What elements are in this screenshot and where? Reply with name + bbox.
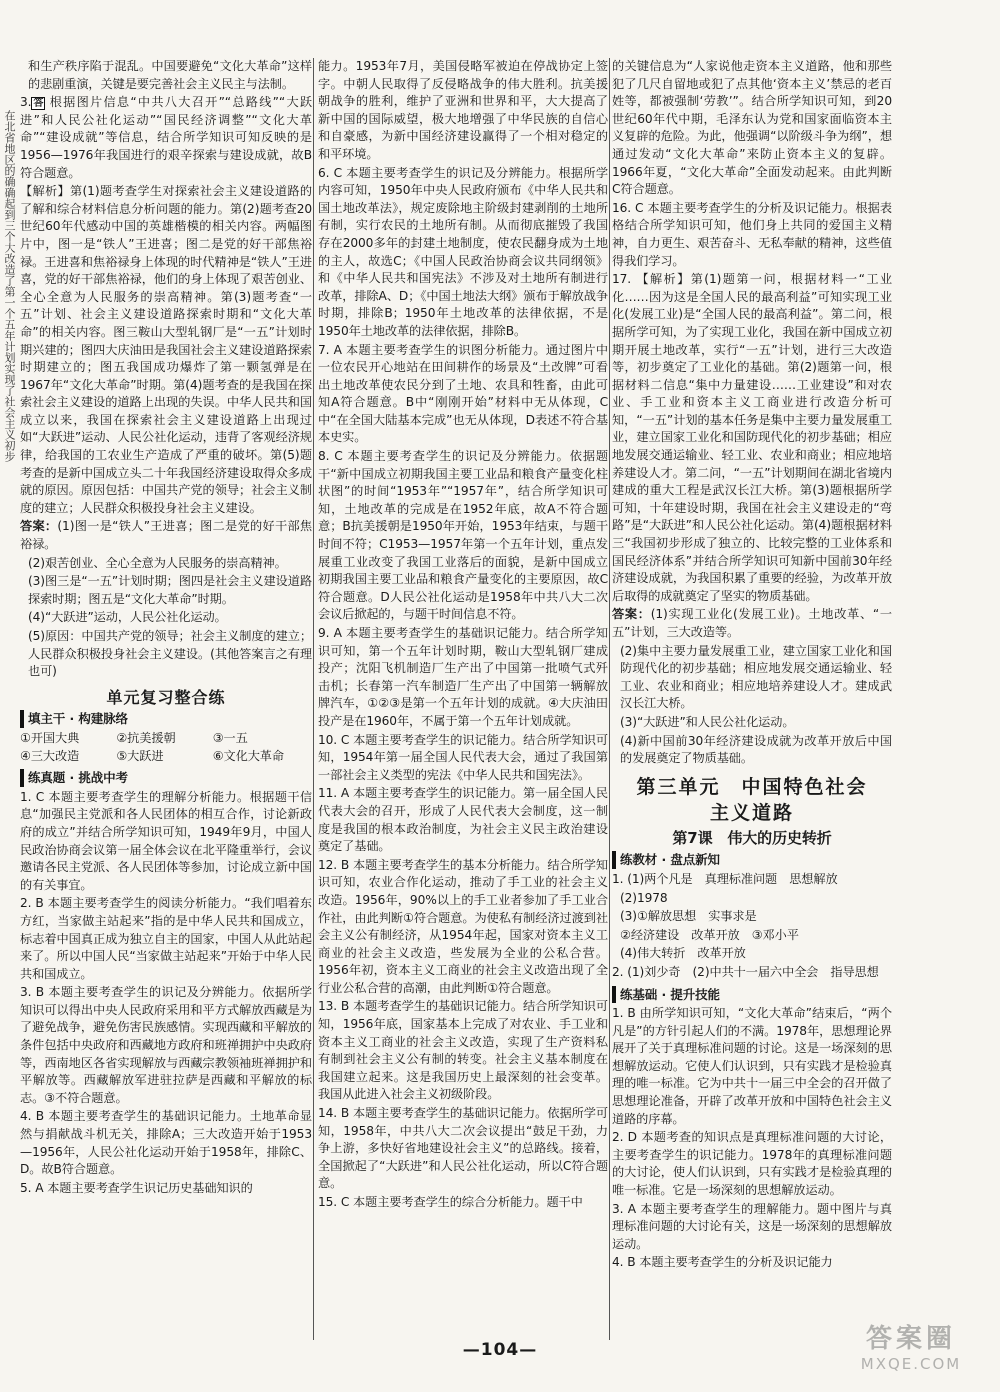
binding-edge-text: 在北省地区的确确起到三个大改造了第一个五年计划实现了社会主义初步 — [3, 110, 16, 462]
answer-item: 13. B 本题考查学生的基础识记能力。结合所学知识可知，1956年底，国家基本上完成了对农业、手工业和资本主义工商业的社会主义改造，实现了生产资料私有制到社会主义公有制的转变。社会主义基本制度在我国建立起来。这是我国历史上最深刻的社会变革。我国从此进入社会主义初级阶段。 — [318, 999, 608, 1102]
fill-item: ②抗美援朝 — [116, 730, 176, 745]
knowledge-item: ②经济建设 改革开放 ③邓小平 — [620, 927, 799, 942]
section-heading: 填主干 · 构建脉络 — [20, 710, 312, 728]
column-divider — [313, 58, 314, 1340]
watermark-url: MXQE.COM — [860, 1355, 962, 1373]
answer-text: 根据图片信息“中共八大召开”“总路线”“大跃进”和人民公社化运动”“国民经济调整”“文化大革命”“建设成就”等信息，结合所学知识可知反映的是1956—1976年我国进行的艰辛探索与建设成就，故B符合题意。 — [20, 95, 312, 180]
knowledge-item: (4)伟大转折 改革开放 — [620, 946, 746, 961]
answer-item: 12. B 本题主要考查学生的基本分析能力。结合所学知识可知，农业合作化运动，推动了手工业的社会主义改造。1956年，90%以上的手工业者参加了手工业合作社，由此判断①符合题意。为使私有制经济过渡到社会主义公有制经济，从1954年起，国家对资本主义工商业的社会主义改造，些发展为全业的公私合营。1956年初，资本主义工商业的社会主义改造出现了全行业公私合营的高潮，由此判断①符合题意。 — [318, 857, 608, 995]
answer-block — [612, 606, 892, 641]
fill-in-grid — [20, 730, 312, 765]
answer-item: 8. C 本题主要考查学生的识记及分辨能力。依据题干“新中国成立初期我国主要工业品和粮食产量变化柱状图”的时间“1953年”“1957年”，结合所学知识可知，土地改革的完成是在1952年底，故A不符合题意；B抗美援朝是1950年开始，1953年结束，与题干时间不符；C1953—1957年第一个五年计划，重点发展重工业改变了我国工业落后的面貌，是新中国成立初期我国主要工业品和粮食产量变化的主要原因，故C符合题意。D人民公社化运动是1958年中共八大二次会议后掀起的，与题干时间信息不符。 — [318, 449, 608, 622]
answer-text: (2)集中主要力量发展重工业，建立国家工业化和国防现代化的初步基础；相应地发展交通运输业、轻工业、农业和商业；相应地培养建设人才。建成武汉长江大桥。 — [620, 643, 892, 711]
answer-item — [20, 94, 312, 182]
answer-item: 2. D 本题考查的知识点是真理标准问题的大讨论，主要考查学生的识记能力。1978年的真理标准问题的大讨论，使人们认识到，只有实践才是检验真理的唯一标准。它是一场深刻的思想解放运动。 — [612, 1130, 892, 1198]
answer-item: 1. B 由所学知识可知，“文化大革命”结束后，“两个凡是”的方针引起人们的不满。1978年，思想理论界展开了关于真理标准问题的讨论。这是一场深刻的思想解放运动。它使人们认识到，只有实践才是检验真理的唯一标准。它为中共十一届三中全会的召开做了思想理论准备，开辟了改革开放和中国特色社会主义道路的序幕。 — [612, 1006, 892, 1126]
fill-item: ①开国大典 — [20, 730, 80, 745]
answer-item: 3. A 本题主要考查学生的理解能力。题中图片与真理标准问题的大讨论有关，这是一场深刻的思想解放运动。 — [612, 1201, 892, 1251]
answer-item: 15. C 本题主要考查学生的综合分析能力。题干中 — [318, 1195, 583, 1209]
paragraph: 能力。1953年7月，美国侵略军被迫在停战协定上签字。中朝人民取得了反侵略战争的伟大胜利。抗美援朝战争的胜利，维护了亚洲和世界和平，大大提高了新中国的国际威望，极大地增强了中华民族的自信心和自豪感，为新中国经济建设赢得了一个相对稳定的和平环境。 — [318, 59, 608, 161]
answer-item: 7. A 本题主要考查学生的识图分析能力。通过图片中一位农民开心地站在田间耕作的场景及“土改牌”可看出土地改革使农民分到了土地、农具和牲畜，由此可知A符合题意。B中“刚刚开始”材料中无从体现，C中“在全国大陆基本完成”也无从体现，D表述不符合基本史实。 — [318, 342, 608, 445]
knowledge-item: 1. (1)两个凡是 真理标准问题 思想解放 — [612, 871, 838, 886]
answer-item: 1. C 本题主要考查学生的理解分析能力。根据题干信息“加强民主党派和各人民团体的相互合作，讨论新政府的成立”并结合所学知识可知，1949年9月，中国人民政治协商会议第一届全体会议在北平隆重举行，会议邀请各民主党派、各人民团体等参加，讨论成立新中国的有关事宜。 — [20, 789, 312, 892]
unit-title — [612, 774, 892, 826]
lesson-title: 第7课 伟大的历史转折 — [672, 828, 832, 847]
knowledge-item: (3)①解放思想 实事求是 — [620, 909, 757, 924]
paragraph: 和生产秩序陷于混乱。中国要避免“文化大革命”这样的悲剧重演，关键是要完善社会主义民主与法制。 — [28, 59, 312, 91]
answer-item: 9. A 本题主要考查学生的基础识记能力。结合所学知识可知，第一个五年计划时期，鞍山大型轧钢厂建成投产；沈阳飞机制造厂生产出了中国第一批喷气式歼击机；长春第一汽车制造厂生产出了中国第一辆解放牌汽车，①②③是第一个五年计划的成就。④大庆油田投产是在1960年，不属于第一个五年计划成就。 — [318, 626, 608, 728]
unit-review-title: 单元复习整合练 — [106, 687, 226, 707]
column-left — [20, 58, 312, 1338]
answer-item: 4. B 本题主要考查学生的分析及识记能力 — [612, 1255, 833, 1270]
answer-block — [20, 518, 312, 553]
fill-item: ⑤大跃进 — [116, 748, 164, 763]
fill-item: ③一五 — [212, 730, 248, 745]
answer-item: 16. C 本题主要考查学生的分析及识记能力。根据表格结合所学知识可知，他们身上共同的爱国主义精神，自力更生、艰苦奋斗、无私奉献的精神，这些值得我们学习。 — [612, 200, 892, 268]
answer-text: (4)新中国前30年经济建设成就为改革开放后中国的发展奠定了物质基础。 — [620, 733, 892, 766]
question-number: 3. — [20, 95, 32, 110]
answer-item: 14. B 本题主要考查学生的基础识记能力。依据所学可知，1958年，中共八大二次会议提出“鼓足干劲，力争上游，多快好省地建设社会主义”的总路线。接着，全国掀起了“大跃进”和人民公社化运动，所以C符合题意。 — [318, 1106, 608, 1191]
answer-item: 5. A 本题主要考查学生识记历史基础知识的 — [20, 1180, 253, 1195]
answer-text: (2)艰苦创业、全心全意为人民服务的崇高精神。 — [28, 555, 287, 570]
section-heading: 练真题 · 挑战中考 — [20, 769, 312, 787]
page-number: —104— — [462, 1340, 538, 1360]
answer-item: 4. B 本题主要考查学生的基础识记能力。土地革命显然与捐献战斗机无关，排除A；三大改造开始于1953—1956年，人民公社化运动开始于1958年，排除C、D。故B符合题意。 — [20, 1109, 312, 1177]
analysis-paragraph: 17. 【解析】第(1)题第一问，根据材料一“工业化……因为这是全国人民的最高利益”可知实现工业化(发展工业)是“全国人民的最高利益”。第二问，根据所学可知，为了实现工业化，我国在新中国成立初期开展土地改革，实行“一五”计划，进行三大改造等，初步奠定了工业化的基础。第(2)题第一问，根据材料二信息“集中力量建设……工业建设”和对农业、手工业和资本主义工商业进行改造分析可知，“一五”计划的基本任务是集中主要力量发展重工业，建立国家工业化和国防现代化的初步基础；相应地发展交通运输业、轻工业、农业和商业；相应地培养建设人才。第二问，“一五”计划期间在湖北省境内建成的重大工程是武汉长江大桥。第(3)题根据所学可知，十年建设时期，我国在社会主义建设走的“弯路”是“大跃进”和人民公社化运动。第(4)题根据材料三“我国初步形成了独立的、比较完整的工业体系和国民经济体系”并结合所学知识可知新中国前30年经济建设成就，为我国积累了重要的经验，为改革开放后取得的成就奠定了坚实的物质基础。 — [612, 272, 892, 603]
answer-item: 11. A 本题主要考查学生的识记能力。第一届全国人民代表大会的召开，形成了人民代表大会制度，这一制度是我国的根本政治制度，为社会主义民主政治建设奠定了基础。 — [318, 786, 608, 854]
knowledge-item: 2. (1)刘少奇 (2)中共十一届六中全会 指导思想 — [612, 964, 879, 979]
watermark-text: 答案圈 — [865, 1324, 956, 1354]
analysis-paragraph: 【解析】第(1)题考查学生对探索社会主义建设道路的了解和综合材料信息分析问题的能力。第(2)题考查20世纪60年代感动中国的英雄楷模的相关内容。两幅图片中，图一是“铁人”王进喜；图二是党的好干部焦裕禄。王进喜和焦裕禄身上体现的时代精神是“铁人”王进喜，党的好干部焦裕禄，他们的身上体现了艰苦创业、全心全意为人民服务的崇高精神。第(3)题考查“一五”计划、社会主义建设道路探索时期和“文化大革命”的相关内容。图三鞍山大型轧钢厂是“一五”计划时期兴建的；图四大庆油田是我国社会主义建设道路探索时期建立的；图五我国成功爆炸了第一颗氢弹是在1967年“文化大革命”时期。第(4)题考查的是我国在探索社会主义建设的道路上出现的失误。中华人民共和国成立以来，我国在探索社会主义建设道路上出现过如“大跃进”运动、人民公社化运动，违背了客观经济规律，给我国的工农业生产造成了严重的破坏。第(5)题考查的是新中国成立头二十年我国经济建设取得众多成就的原因。原因包括：中国共产党的领导；社会主义制度的建立；人民群众积极投身社会主义建设。 — [20, 184, 312, 515]
fill-item: ④三大改造 — [20, 748, 80, 763]
column-middle — [318, 58, 608, 1338]
answer-text: (3)图三是“一五”计划时期；图四是社会主义建设道路探索时期；图五是“文化大革命”时期。 — [28, 574, 312, 606]
answer-text: (3)“大跃进”和人民公社化运动。 — [620, 714, 795, 729]
column-right — [612, 58, 892, 1338]
column-divider — [609, 58, 610, 1340]
knowledge-item: (2)1978 — [620, 890, 668, 905]
answer-item: 2. B 本题主要考查学生的阅读分析能力。“我们唱着东方红，当家做主站起来”指的是中华人民共和国成立，标志着中国真正成为独立自主的国家，中国人从此站起来了。所以中国人民“当家做主站起来”开始于中华人民共和国成立。 — [20, 896, 312, 981]
answer-text: (5)原因：中国共产党的领导；社会主义制度的建立；人民群众积极投身社会主义建设。(其他答案言之有理也可) — [28, 629, 312, 679]
answer-item: 10. C 本题主要考查学生的识记能力。结合所学知识可知，1954年第一届全国人民代表大会，通过了我国第一部社会主义类型的宪法《中华人民共和国宪法》。 — [318, 732, 608, 782]
answer-item: 6. C 本题主要考查学生的识记及分辨能力。根据所学内容可知，1950年中央人民政府颁布《中华人民共和国土地改革法》，规定废除地主阶级封建剥削的土地所有制，实行农民的土地所有制。从而彻底摧毁了我国存在2000多年的封建土地制度，使农民翻身成为土地的主人，故选C；《中国人民政治协商会议共同纲领》和《中华人民共和国宪法》不涉及对土地所有制进行改革，排除A、D；《中国土地法大纲》颁布于解放战争时期，排除B；1950年土地改革的法律依据，不是1950年土地改革的法律依据，排除B。 — [318, 165, 608, 338]
answer-item: 3. B 本题主要考查学生的识记及分辨能力。依据所学知识可以得出中央人民政府采用和平方式解放西藏是为了避免战争，避免伤害民族感情。实现西藏和平解放的条件包括中央政府和西藏地方政府和班禅拥护中央政府等，西南地区各省实现解放与西藏宗教领袖班禅拥护和平解放等。西藏解放军进驻拉萨是西藏和平解放的标志。③不符合题意。 — [20, 985, 312, 1105]
answer-label: 答案： — [20, 519, 58, 534]
answer-text: (1)实现工业化(发展工业)。土地改革、“一五”计划，三大改造等。 — [612, 607, 892, 639]
paragraph: 的关键信息为“人家说他走资本主义道路，他和那些犯了几尺自留地或犯了点其他‘资本主义’禁忌的老百姓等，都被强制‘劳教’”。结合所学知识可知，到20世纪60年代中期，毛泽东认为党和国家面临资本主义复辟的危险。为此，他强调“以阶级斗争为纲”，想通过发动“文化大革命”来防止资本主义的复辟。1966年夏，“文化大革命”全面发动起来。由此判断C符合题意。 — [612, 59, 892, 197]
answer-mark: 答 — [33, 98, 44, 110]
unit-title-line: 主义道路 — [709, 801, 794, 824]
answer-text: (1)图一是“铁人”王进喜；图二是党的好干部焦裕禄。 — [20, 519, 312, 552]
watermark-logo — [836, 1318, 986, 1374]
section-heading: 练教材 · 盘点新知 — [612, 851, 892, 869]
unit-title-line: 第三单元 中国特色社会 — [636, 775, 868, 798]
answer-text: (4)“大跃进”运动，人民公社化运动。 — [28, 610, 227, 625]
fill-item: ⑥文化大革命 — [212, 748, 284, 763]
section-heading: 练基础 · 提升技能 — [612, 986, 892, 1004]
answer-label: 答案： — [612, 607, 651, 622]
